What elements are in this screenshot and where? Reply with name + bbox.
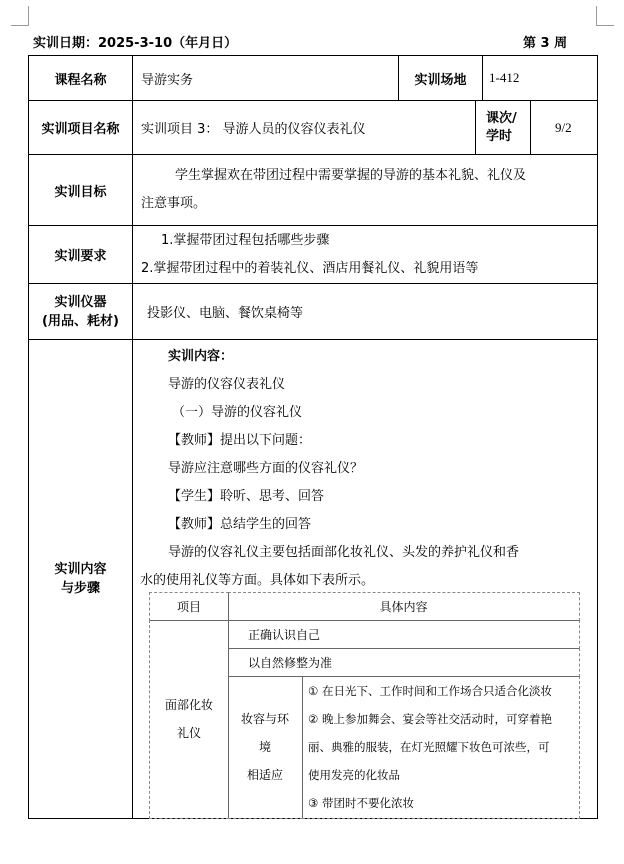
- text: 境: [258, 740, 271, 754]
- content-line: 导游的仪容礼仪主要包括面部化妆礼仪、头发的养护礼仪和香: [168, 545, 520, 560]
- content-line: 导游应注意哪些方面的仪容礼仪？: [168, 461, 364, 476]
- content-line: 导游的仪容仪表礼仪: [168, 377, 286, 392]
- goal-value: [132, 154, 598, 226]
- content-line: 【教师】提出以下问题：: [168, 433, 312, 448]
- text: 实训仪器: [54, 294, 107, 310]
- week-number: 第 3 周: [523, 36, 568, 51]
- text: 相适应: [246, 768, 283, 782]
- equipment-value: [132, 283, 598, 340]
- text: 实训项目名称: [41, 122, 120, 137]
- content-label: [28, 339, 133, 819]
- text: 使用发亮的化妆品: [308, 768, 400, 782]
- project-name-value: [132, 100, 476, 155]
- text: ② 晚上参加舞会、宴会等社交活动时，可穿着艳: [308, 712, 552, 726]
- requirement-value: [132, 225, 598, 284]
- text: 1-412: [489, 70, 520, 85]
- text: 投影仪、电脑、餐饮桌椅等: [147, 306, 304, 321]
- content-line: 【学生】聆听、思考、回答: [168, 489, 325, 504]
- text: 学生掌握欢在带团过程中需要掌握的导游的基本礼貌、礼仪及: [175, 168, 527, 183]
- session-label: [475, 100, 531, 155]
- inner-subitem: [228, 676, 303, 819]
- text: 正确认识自己: [248, 627, 321, 642]
- inner-item-facial-makeup: [149, 620, 229, 819]
- content-line: 水的使用礼仪等方面。具体如下表所示。: [140, 573, 375, 588]
- equipment-label: [28, 283, 133, 340]
- venue-value: [482, 55, 598, 101]
- text: 9/2: [555, 119, 572, 135]
- course-name-value: [132, 55, 399, 101]
- text: 面部化妆: [164, 698, 213, 712]
- crop-mark-right: [596, 6, 614, 26]
- inner-header-content: [228, 592, 580, 621]
- requirement-label: [28, 225, 133, 284]
- content-heading: 实训内容：: [168, 349, 234, 364]
- text: 实训项目 3： 导游人员的仪容仪表礼仪: [141, 122, 366, 137]
- text: 课次/: [486, 110, 517, 126]
- text: 1.掌握带团过程包括哪些步骤: [161, 232, 330, 248]
- text: 妆容与环: [240, 712, 289, 726]
- text: 2.掌握带团过程中的着装礼仪、酒店用餐礼仪、礼貌用语等: [141, 260, 479, 276]
- venue-label: [398, 55, 483, 101]
- inner-row: [228, 620, 580, 649]
- text: 与步骤: [60, 581, 100, 596]
- content-line: （一）导游的仪容礼仪: [172, 405, 303, 420]
- text: (用品、耗材): [42, 313, 119, 329]
- goal-label: [28, 154, 133, 226]
- session-value: [530, 100, 598, 155]
- course-name-label: [28, 55, 133, 101]
- text: 具体内容: [379, 600, 428, 614]
- text: 项目: [176, 600, 201, 614]
- inner-detail: [302, 676, 580, 819]
- crop-mark-left: [11, 6, 29, 26]
- text: 实训场地: [414, 72, 467, 88]
- project-name-label: [28, 100, 133, 155]
- text: 课程名称: [54, 72, 107, 88]
- inner-row: [228, 648, 580, 677]
- text: 实训要求: [54, 249, 107, 264]
- text: 礼仪: [176, 726, 201, 740]
- content-line: 【教师】总结学生的回答: [168, 517, 312, 532]
- text: 实训内容: [54, 562, 107, 577]
- text: ① 在日光下、工作时间和工作场合只适合化淡妆: [308, 684, 552, 698]
- text: 导游实务: [141, 72, 194, 88]
- text: ③ 带团时不要化浓妆: [308, 796, 414, 810]
- text: 学时: [486, 128, 513, 144]
- text: 丽、典雅的服装，在灯光照耀下妆色可浓些，可: [308, 740, 550, 754]
- text: 以自然修整为准: [248, 655, 333, 670]
- text: 注意事项。: [141, 196, 207, 211]
- text: 实训目标: [54, 184, 107, 200]
- training-date: 实训日期：2025-3-10（年月日）: [33, 36, 238, 51]
- inner-header-item: [149, 592, 229, 621]
